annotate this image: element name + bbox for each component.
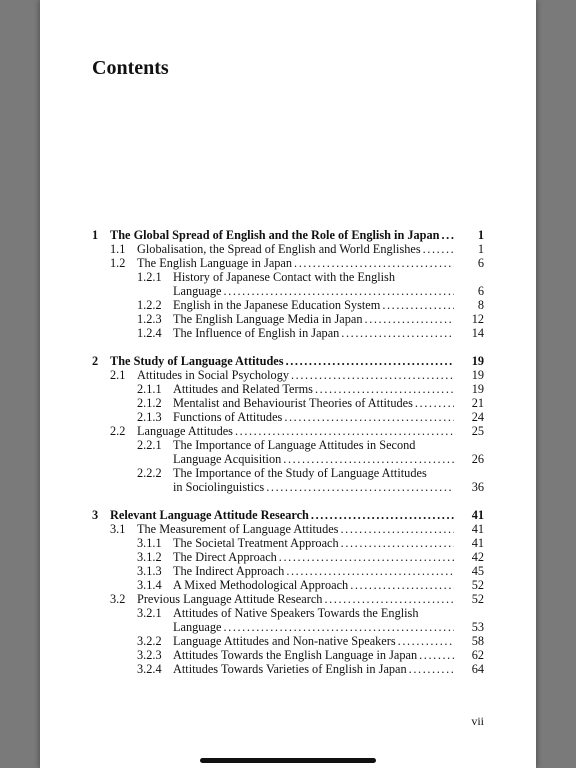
- toc-entry-number: 2.2.2: [137, 466, 162, 480]
- toc-entry-page: 41: [471, 522, 484, 536]
- leader-dots: [313, 382, 454, 397]
- toc-entry-title: Previous Language Attitude Research: [137, 592, 323, 606]
- toc-entry-title: Language Attitudes and Non-native Speakers: [173, 634, 396, 648]
- toc-entry: [40, 480, 484, 495]
- toc-entry-number: 3.1.2: [137, 550, 162, 564]
- toc-entry-title: Mentalist and Behaviourist Theories of Attitudes: [173, 396, 413, 410]
- toc-entry-page: 41: [471, 508, 484, 522]
- toc-entry-title: A Mixed Methodological Approach: [173, 578, 349, 592]
- toc-entry: [40, 620, 484, 635]
- toc-entry-title: Language: [173, 284, 222, 298]
- toc-entry-page: 21: [471, 396, 484, 410]
- toc-entry-title: The Indirect Approach: [173, 564, 285, 578]
- leader-dots: [338, 522, 454, 537]
- toc-entry: [40, 382, 484, 397]
- leader-dots: [440, 228, 455, 243]
- toc-entry-number: 2: [92, 354, 99, 368]
- leader-dots: [421, 242, 454, 257]
- toc-entry-title: Functions of Attitudes: [173, 410, 283, 424]
- toc-entry-page: 58: [471, 634, 484, 648]
- toc-entry-title: The Societal Treatment Approach: [173, 536, 339, 550]
- toc-entry-title: Attitudes Towards the English Language in Japan: [173, 648, 418, 662]
- toc-entry-number: 3.2: [110, 592, 126, 606]
- leader-dots: [292, 256, 454, 271]
- toc-entry-page: 6: [477, 256, 484, 270]
- toc-entry: [40, 606, 484, 621]
- toc-entry: [40, 508, 484, 523]
- toc-entry-page: 26: [471, 452, 484, 466]
- toc-entry-page: 1: [477, 242, 484, 256]
- toc-entry-title: Language Attitudes: [137, 424, 233, 438]
- toc-entry-number: 1: [92, 228, 99, 242]
- toc-entry-page: 12: [471, 312, 484, 326]
- toc-entry-number: 3.1.4: [137, 578, 162, 592]
- leader-dots: [284, 354, 454, 369]
- toc-entry: [40, 410, 484, 425]
- toc-entry: [40, 326, 484, 341]
- toc-entry-number: 2.1.3: [137, 410, 162, 424]
- toc-entry-page: 19: [471, 368, 484, 382]
- toc-entry: [40, 368, 484, 383]
- book-page: [40, 0, 536, 768]
- toc-entry: [40, 592, 484, 607]
- leader-dots: [348, 578, 454, 593]
- toc-entry-number: 1.2.3: [137, 312, 162, 326]
- toc-entry-title: Attitudes of Native Speakers Towards the English: [173, 606, 419, 620]
- leader-dots: [363, 312, 454, 327]
- leader-dots: [417, 648, 454, 663]
- toc-entry-page: 36: [471, 480, 484, 494]
- toc-entry-title: Relevant Language Attitude Research: [110, 508, 309, 522]
- leader-dots: [407, 662, 454, 677]
- toc-entry-page: 14: [471, 326, 484, 340]
- toc-entry-title: The English Language Media in Japan: [173, 312, 363, 326]
- toc-entry-title: The Study of Language Attitudes: [110, 354, 284, 368]
- toc-entry-number: 3.2.4: [137, 662, 162, 676]
- toc-entry-page: 19: [471, 354, 484, 368]
- toc-entry: [40, 228, 484, 243]
- toc-entry-title: Attitudes Towards Varieties of English in Japan: [173, 662, 407, 676]
- toc-entry-title: The Direct Approach: [173, 550, 277, 564]
- toc-entry-title: Attitudes in Social Psychology: [137, 368, 289, 382]
- leader-dots: [281, 452, 454, 467]
- toc-entry-page: 45: [471, 564, 484, 578]
- leader-dots: [221, 620, 454, 635]
- leader-dots: [380, 298, 454, 313]
- toc-entry: [40, 284, 484, 299]
- toc-entry-title: The Importance of the Study of Language Attitudes: [173, 466, 427, 480]
- toc-entry-number: 1.2.2: [137, 298, 162, 312]
- leader-dots: [396, 634, 454, 649]
- toc-entry-page: 62: [471, 648, 484, 662]
- toc-entry-page: 53: [471, 620, 484, 634]
- toc-entry-page: 25: [471, 424, 484, 438]
- toc-entry-page: 42: [471, 550, 484, 564]
- toc-entry-page: 6: [477, 284, 484, 298]
- leader-dots: [221, 284, 454, 299]
- leader-dots: [233, 424, 454, 439]
- toc-entry: [40, 438, 484, 453]
- toc-entry: [40, 648, 484, 663]
- leader-dots: [264, 480, 454, 495]
- toc-entry: [40, 298, 484, 313]
- toc-entry: [40, 550, 484, 565]
- leader-dots: [339, 536, 454, 551]
- toc-entry: [40, 536, 484, 551]
- toc-entry-page: 52: [471, 578, 484, 592]
- toc-entry-page: 8: [477, 298, 484, 312]
- toc-entry-number: 3.1.1: [137, 536, 162, 550]
- home-indicator: [200, 758, 376, 763]
- table-of-contents: [40, 0, 536, 768]
- leader-dots: [289, 368, 454, 383]
- toc-entry: [40, 396, 484, 411]
- toc-entry: [40, 466, 484, 481]
- toc-entry-number: 2.2: [110, 424, 126, 438]
- toc-entry-number: 3.1: [110, 522, 126, 536]
- toc-entry-title: History of Japanese Contact with the English: [173, 270, 395, 284]
- toc-entry-title: English in the Japanese Education System: [173, 298, 381, 312]
- toc-entry-title: Language Acquisition: [173, 452, 282, 466]
- toc-entry-number: 1.2.1: [137, 270, 162, 284]
- toc-entry: [40, 634, 484, 649]
- toc-entry-page: 19: [471, 382, 484, 396]
- toc-entry-title: Globalisation, the Spread of English and World Englishes: [137, 242, 421, 256]
- toc-entry: [40, 312, 484, 327]
- toc-entry-title: The Influence of English in Japan: [173, 326, 340, 340]
- toc-entry: [40, 242, 484, 257]
- toc-entry: [40, 256, 484, 271]
- toc-entry-number: 3.2.1: [137, 606, 162, 620]
- toc-entry-page: 64: [471, 662, 484, 676]
- toc-entry-number: 1.2: [110, 256, 126, 270]
- toc-entry-number: 1.2.4: [137, 326, 162, 340]
- leader-dots: [277, 550, 454, 565]
- page-number: vii: [471, 714, 484, 728]
- toc-entry-title: Language: [173, 620, 222, 634]
- toc-entry-number: 3.2.3: [137, 648, 162, 662]
- toc-entry-number: 2.1.1: [137, 382, 162, 396]
- toc-entry-number: 2.2.1: [137, 438, 162, 452]
- toc-entry: [40, 424, 484, 439]
- toc-entry: [40, 578, 484, 593]
- toc-entry-page: 1: [477, 228, 484, 242]
- toc-entry-title: The English Language in Japan: [137, 256, 293, 270]
- toc-entry: [40, 452, 484, 467]
- toc-entry-title: in Sociolinguistics: [173, 480, 265, 494]
- toc-entry-number: 2.1: [110, 368, 126, 382]
- toc-entry-page: 41: [471, 536, 484, 550]
- toc-entry-title: Attitudes and Related Terms: [173, 382, 313, 396]
- toc-entry-number: 2.1.2: [137, 396, 162, 410]
- toc-entry-number: 3: [92, 508, 99, 522]
- toc-entry: [40, 270, 484, 285]
- toc-entry-number: 3.2.2: [137, 634, 162, 648]
- leader-dots: [284, 564, 454, 579]
- leader-dots: [413, 396, 454, 411]
- toc-entry: [40, 662, 484, 677]
- toc-entry-number: 3.1.3: [137, 564, 162, 578]
- toc-entry: [40, 522, 484, 537]
- leader-dots: [322, 592, 454, 607]
- leader-dots: [339, 326, 454, 341]
- toc-entry-title: The Measurement of Language Attitudes: [137, 522, 339, 536]
- toc-entry-page: 24: [471, 410, 484, 424]
- toc-entry-number: 1.1: [110, 242, 126, 256]
- leader-dots: [309, 508, 454, 523]
- toc-entry-title: The Global Spread of English and the Role of English in Japan: [110, 228, 440, 242]
- toc-entry-page: 52: [471, 592, 484, 606]
- toc-entry: [40, 564, 484, 579]
- toc-entry: [40, 354, 484, 369]
- leader-dots: [282, 410, 454, 425]
- toc-entry-title: The Importance of Language Attitudes in Second: [173, 438, 416, 452]
- page-title: Contents: [92, 57, 169, 79]
